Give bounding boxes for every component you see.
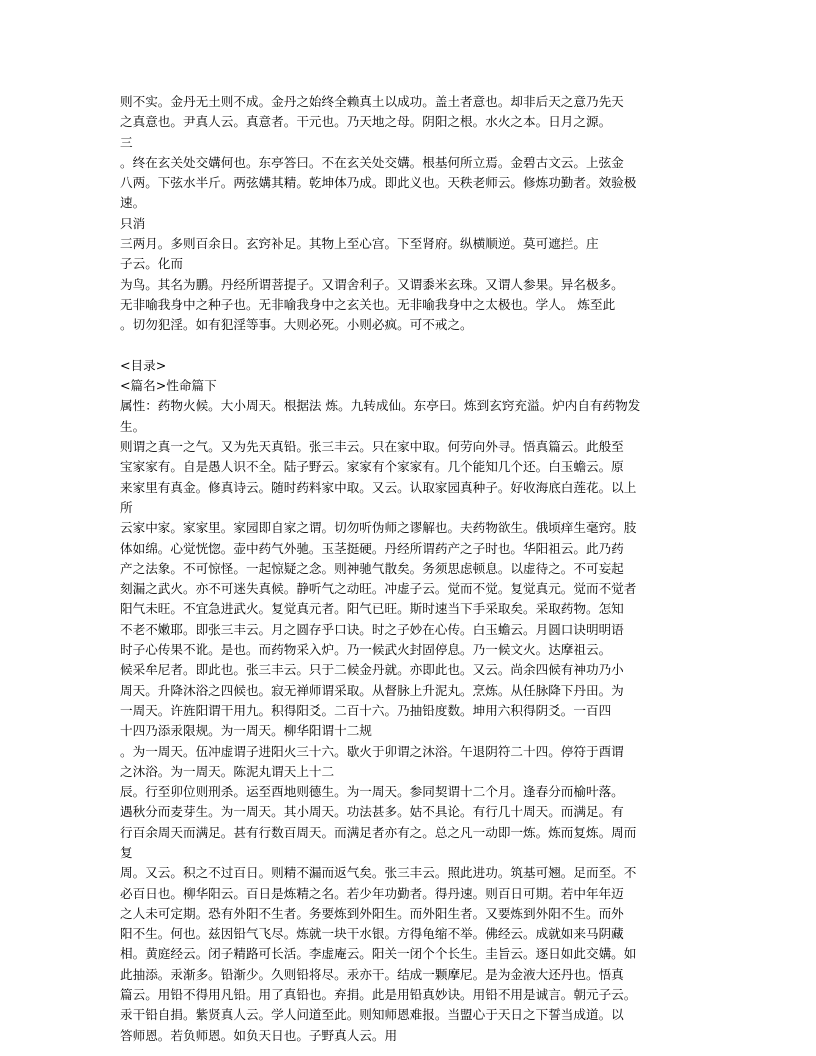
text-line: 八两。下弦水半斤。两弦媾其精。乾坤体乃成。即此义也。天秩老师云。修炼功勤者。效验极 <box>120 175 637 191</box>
text-line: 。终在玄关处交媾何也。东亭答曰。不在玄关处交媾。根基何所立焉。金碧古文云。上弦金 <box>120 154 624 170</box>
text-line: 速。 <box>120 195 146 211</box>
text-line: 时子心传果不讹。是也。而药物采入炉。乃一候武火封固停息。乃一候文火。达摩祖云。 <box>120 642 612 658</box>
text-line: 产之法象。不可惊怪。一起惊疑之念。则神驰气散矣。务须思虑顿息。以虚待之。不可妄起 <box>120 560 624 576</box>
text-line: 遇秋分而麦芽生。为一周天。其小周天。功法甚多。姑不具论。有行几十周天。而满足。有 <box>120 804 624 820</box>
text-line: 。为一周天。伍冲虚谓子进阳火三十六。歇火于卯谓之沐浴。午退阴符二十四。停符于酉谓 <box>120 743 624 759</box>
text-line: 。切勿犯淫。如有犯淫等事。大则必死。小则必疯。可不戒之。 <box>120 317 473 333</box>
text-line: 周天。升降沐浴之四候也。寂无禅师谓采取。从督脉上升泥丸。烹炼。从任脉降下丹田。为 <box>120 682 624 698</box>
text-line: 则不实。金丹无土则不成。金丹之始终全赖真土以成功。盖土者意也。却非后天之意乃先天 <box>120 94 624 109</box>
text-line: 复 <box>120 844 133 860</box>
text-line: 所 <box>120 499 133 515</box>
text-line: 云家中家。家家里。家园即自家之谓。切勿听伪师之谬解也。夫药物欲生。俄顷痒生毫窍。肢 <box>120 520 637 536</box>
text-line: 相。黄庭经云。闭子精路可长活。李虚庵云。阳关一闭个个长生。圭旨云。逐日如此交媾。如 <box>120 946 637 962</box>
text-line: 为鸟。其名为鹏。丹经所谓菩提子。又谓舍利子。又谓黍米玄珠。又谓人参果。异名极多。 <box>120 276 624 292</box>
text-line: 之真意也。尹真人云。真意者。干元也。乃天地之母。阴阳之根。水火之本。日月之源。 <box>120 114 612 130</box>
text-line: 辰。行至卯位则刑杀。运至酉地则德生。为一周天。参同契谓十二个月。逢春分而榆叶落。 <box>120 784 624 800</box>
text-line: 体如绵。心觉恍惚。壶中药气外驰。玉茎挺硬。丹经所谓药产之子时也。华阳祖云。此乃药 <box>120 540 624 556</box>
document-body <box>120 92 700 1046</box>
text-line: 行百余周天而满足。甚有行数百周天。而满足者亦有之。总之凡一动即一炼。炼而复炼。周而 <box>120 824 637 840</box>
text-line: 无非喻我身中之种子也。无非喻我身中之玄关也。无非喻我身中之太极也。学人。 炼至此 <box>120 296 616 312</box>
text-line: 必百日也。柳华阳云。百日是炼精之名。若少年功勤者。得丹速。则百日可期。若中年年迈 <box>120 885 624 901</box>
text-line: 三两月。多则百余日。玄窍补足。其物上至心宫。下至肾府。纵横顺逆。莫可遮拦。庄 <box>120 236 599 252</box>
text-line: 十四乃添汞限规。为一周天。柳华阳谓十二规 <box>120 723 372 739</box>
text-line: 子云。化而 <box>120 256 183 272</box>
text-line: 之沐浴。为一周天。陈泥丸谓天上十二 <box>120 763 335 779</box>
text-line: 之人未可定期。恐有外阳不生者。务要炼到外阳生。而外阳生者。又要炼到外阳不生。而外 <box>120 905 624 921</box>
text-line: 周。又云。积之不过百日。则精不漏而返气矣。张三丰云。照此进功。筑基可翘。足而至。不 <box>120 865 637 881</box>
text-line: 候采牟尼者。即此也。张三丰云。只于二候金丹就。亦即此也。又云。尚余四候有神功乃小 <box>120 662 624 678</box>
text-line: 刻漏之武火。亦不可迷失真候。静听气之动旺。冲虚子云。觉而不觉。复觉真元。觉而不觉者 <box>120 581 637 597</box>
text-line: 宝家家有。自是愚人识不全。陆子野云。家家有个家家有。几个能知几个还。白玉蟾云。原 <box>120 459 624 475</box>
text-line: 阳气未旺。不宜急进武火。复觉真元者。阳气已旺。斯时速当下手采取矣。采取药物。怎知 <box>120 601 624 617</box>
blank-line <box>120 336 700 356</box>
text-line: <篇名>性命篇下 <box>120 378 217 394</box>
text-line: 不老不嫩耶。即张三丰云。月之圆存乎口诀。时之子妙在心传。白玉蟾云。月圆口诀明明语 <box>120 621 624 637</box>
text-line: 只消 <box>120 215 146 231</box>
text-line: 来家里有真金。修真诗云。随时药料家中取。又云。认取家园真种子。好收海底白莲花。以上 <box>120 479 637 495</box>
text-line: 生。 <box>120 418 146 434</box>
text-line: 一周天。许旌阳谓干用九。积得阳爻。二百十六。乃抽铅度数。坤用六积得阴爻。一百四 <box>120 702 612 718</box>
text-line: 此抽添。汞渐多。铅渐少。久则铅将尽。汞亦干。结成一颗摩尼。是为金液大还丹也。悟真 <box>120 966 624 982</box>
text-line: 则谓之真一之气。又为先天真铅。张三丰云。只在家中取。何劳向外寻。悟真篇云。此般至 <box>120 439 624 455</box>
text-line: 答师恩。若负师恩。如负天日也。子野真人云。用 <box>120 1027 398 1043</box>
text-line: 属性：药物火候。大小周天。根据法 炼。九转成仙。东亭曰。炼到玄窍充溢。炉内自有药物发 <box>120 398 641 414</box>
text-line: <目录> <box>120 357 167 373</box>
text-line: 阳不生。何也。兹因铅气飞尽。炼就一块干水银。方得龟缩不举。佛经云。成就如来马阴藏 <box>120 926 624 942</box>
text-line: 三 <box>120 134 133 150</box>
text-line: 篇云。用铅不得用凡铅。用了真铅也。弃捐。此是用铅真妙诀。用铅不用是诚言。朝元子云。 <box>120 987 637 1003</box>
text-line: 汞干铅自捐。紫贤真人云。学人问道至此。则知师恩难报。当盟心于天日之下誓当成道。以 <box>120 1007 624 1023</box>
